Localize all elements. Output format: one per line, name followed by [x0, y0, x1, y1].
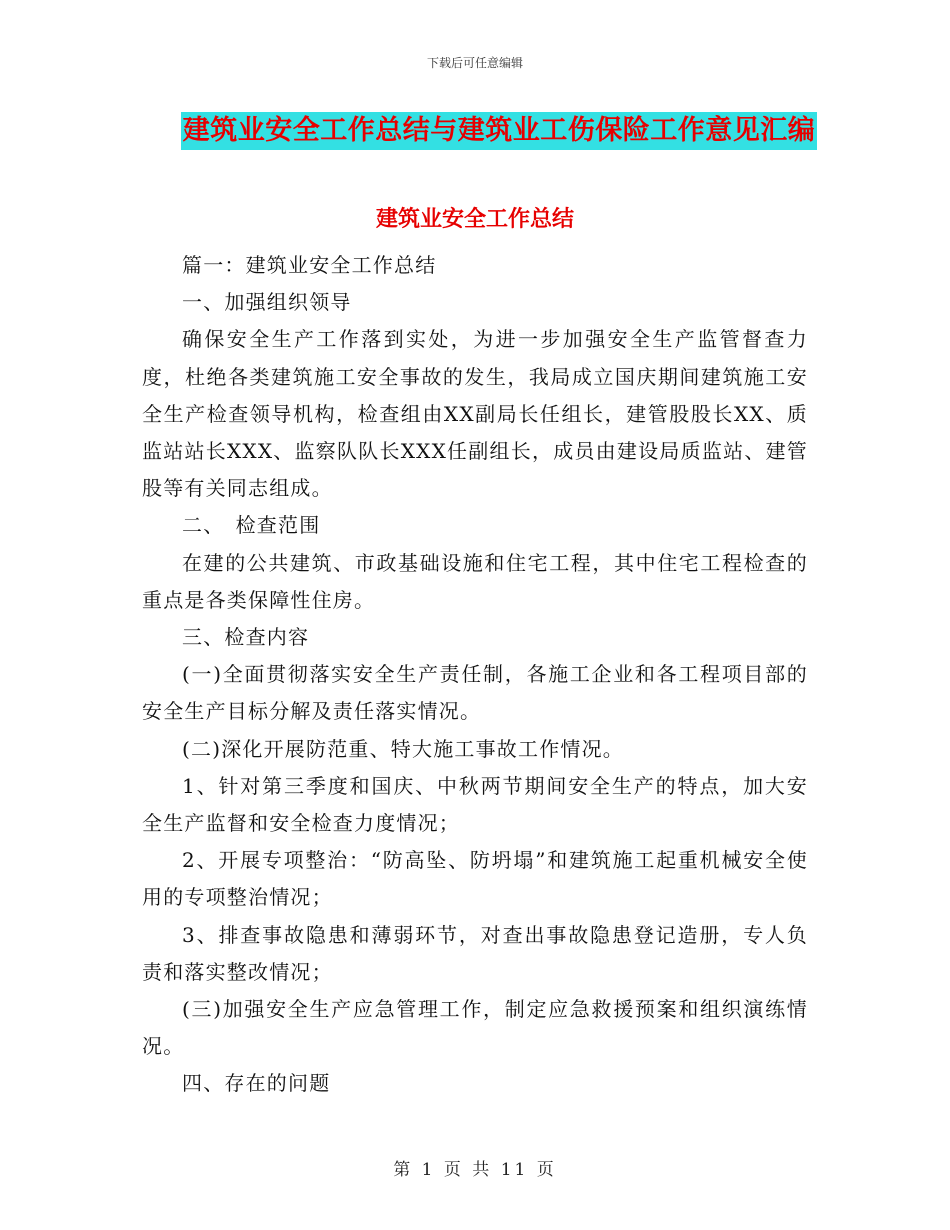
paragraph: (三)加强安全生产应急管理工作，制定应急救援预案和组织演练情况。: [142, 997, 808, 1059]
paragraph: (一)全面贯彻落实安全生产责任制，各施工企业和各工程项目部的安全生产目标分解及责任落实情况。: [142, 662, 808, 724]
paragraph: 四、存在的问题: [182, 1071, 331, 1096]
paragraph: 3、排查事故隐患和薄弱环节，对查出事故隐患登记造册，专人负责和落实整改情况；: [142, 922, 808, 984]
paragraph: 篇一：建筑业安全工作总结: [182, 253, 437, 277]
main-title: 建筑业安全工作总结与建筑业工伤保险工作意见汇编: [181, 112, 818, 150]
page-footer: 第 1 页 共 11 页: [393, 1160, 557, 1180]
header-note: 下载后可任意编辑: [426, 56, 523, 70]
paragraph: 在建的公共建筑、市政基础设施和住宅工程，其中住宅工程检查的重点是各类保障性住房。: [142, 550, 808, 612]
paragraph: 1、针对第三季度和国庆、中秋两节期间安全生产的特点，加大安全生产监督和安全检查力度情况；: [142, 773, 808, 836]
paragraph: 2、开展专项整治：“防高坠、防坍塌”和建筑施工起重机械安全使用的专项整治情况；: [142, 848, 808, 910]
paragraph: 确保安全生产工作落到实处，为进一步加强安全生产监管督查力度，杜绝各类建筑施工安全事故的发生，我局成立国庆期间建筑施工安全生产检查领导机构，检查组由XX副局长任组长，建管股股长XX、质监站站长XXX、监察队队长XXX任副组长，成员由建设局质监站、建管股等有关同志组成。: [142, 327, 808, 501]
paragraph: 三、检查内容: [182, 625, 310, 650]
document-body: [142, 247, 808, 1103]
paragraph: 二、 检查范围: [182, 513, 321, 538]
section-title: 建筑业安全工作总结: [375, 206, 574, 232]
paragraph: (二)深化开展防范重、特大施工事故工作情况。: [182, 736, 625, 761]
paragraph: 一、加强组织领导: [182, 290, 352, 315]
main-title-wrap: [0, 112, 950, 150]
